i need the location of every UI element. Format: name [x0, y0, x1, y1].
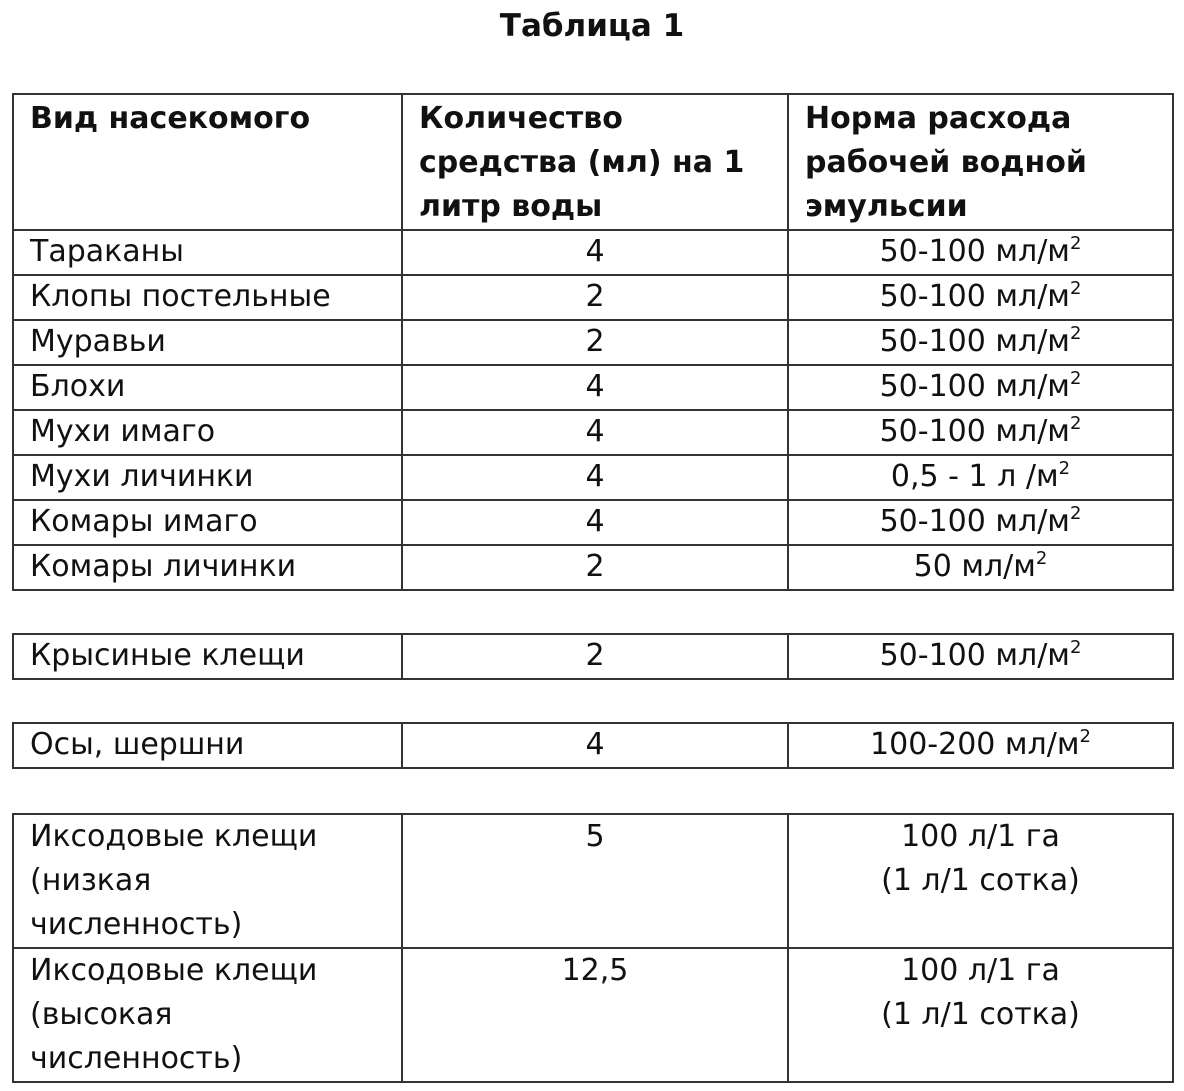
norm-cell: 50-100 $мл/м^2$ — [788, 275, 1173, 320]
norm-cell: 50-100 $мл/м^2$ — [788, 320, 1173, 365]
insect-cell: Мухи личинки — [13, 455, 402, 500]
table-row — [13, 410, 1173, 455]
insect-cell: Тараканы — [13, 230, 402, 275]
norm-cell: 100 л/1 га (1 л/1 сотка) — [788, 948, 1173, 1082]
header-row — [13, 94, 1173, 230]
norm-cell: 50-100 $мл/м^2$ — [788, 365, 1173, 410]
table-row — [13, 230, 1173, 275]
wasps-table — [12, 722, 1174, 769]
insect-cell: Клопы постельные — [13, 275, 402, 320]
table-row — [13, 500, 1173, 545]
norm-cell: 50-100 $мл/м^2$ — [788, 230, 1173, 275]
norm-cell: 50-100 $мл/м^2$ — [788, 500, 1173, 545]
table-row — [13, 320, 1173, 365]
main-dosage-table — [12, 93, 1174, 591]
norm-cell: 100-200 $мл/м^2$ — [788, 723, 1173, 768]
amount-cell: 12,5 — [402, 948, 788, 1082]
table-row — [13, 365, 1173, 410]
amount-cell: 2 — [402, 275, 788, 320]
amount-cell: 4 — [402, 410, 788, 455]
amount-cell: 4 — [402, 723, 788, 768]
norm-cell: 50-100 $мл/м^2$ — [788, 634, 1173, 679]
amount-cell: 4 — [402, 500, 788, 545]
insect-cell: Муравьи — [13, 320, 402, 365]
table-title: Таблица 1 — [499, 8, 685, 44]
insect-cell: Блохи — [13, 365, 402, 410]
norm-cell: 50-100 $мл/м^2$ — [788, 410, 1173, 455]
amount-cell: 2 — [402, 320, 788, 365]
insect-cell: Осы, шершни — [13, 723, 402, 768]
amount-cell: 2 — [402, 545, 788, 590]
table-row — [13, 948, 1173, 1082]
header-amount: Количество средства (мл) на 1 литр воды — [402, 94, 788, 230]
header-consumption-norm: Норма расхода рабочей водной эмульсии — [788, 94, 1173, 230]
norm-cell: 50 $мл/м^2$ — [788, 545, 1173, 590]
amount-cell: 4 — [402, 455, 788, 500]
insect-cell: Иксодовые клещи (высокая численность) — [13, 948, 402, 1082]
amount-cell: 2 — [402, 634, 788, 679]
insect-cell: Комары личинки — [13, 545, 402, 590]
insect-cell: Мухи имаго — [13, 410, 402, 455]
header-insect-type: Вид насекомого — [13, 94, 402, 230]
table-row — [13, 634, 1173, 679]
amount-cell: 4 — [402, 365, 788, 410]
table-row — [13, 814, 1173, 948]
rat-mites-table — [12, 633, 1174, 680]
table-row — [13, 455, 1173, 500]
insect-cell: Иксодовые клещи (низкая численность) — [13, 814, 402, 948]
table-row — [13, 275, 1173, 320]
amount-cell: 5 — [402, 814, 788, 948]
norm-cell: 0,5 - 1 л $/м^2$ — [788, 455, 1173, 500]
table-row — [13, 545, 1173, 590]
table-row — [13, 723, 1173, 768]
amount-cell: 4 — [402, 230, 788, 275]
insect-cell: Комары имаго — [13, 500, 402, 545]
insect-cell: Крысиные клещи — [13, 634, 402, 679]
norm-cell: 100 л/1 га (1 л/1 сотка) — [788, 814, 1173, 948]
ixodid-ticks-table — [12, 813, 1174, 1083]
